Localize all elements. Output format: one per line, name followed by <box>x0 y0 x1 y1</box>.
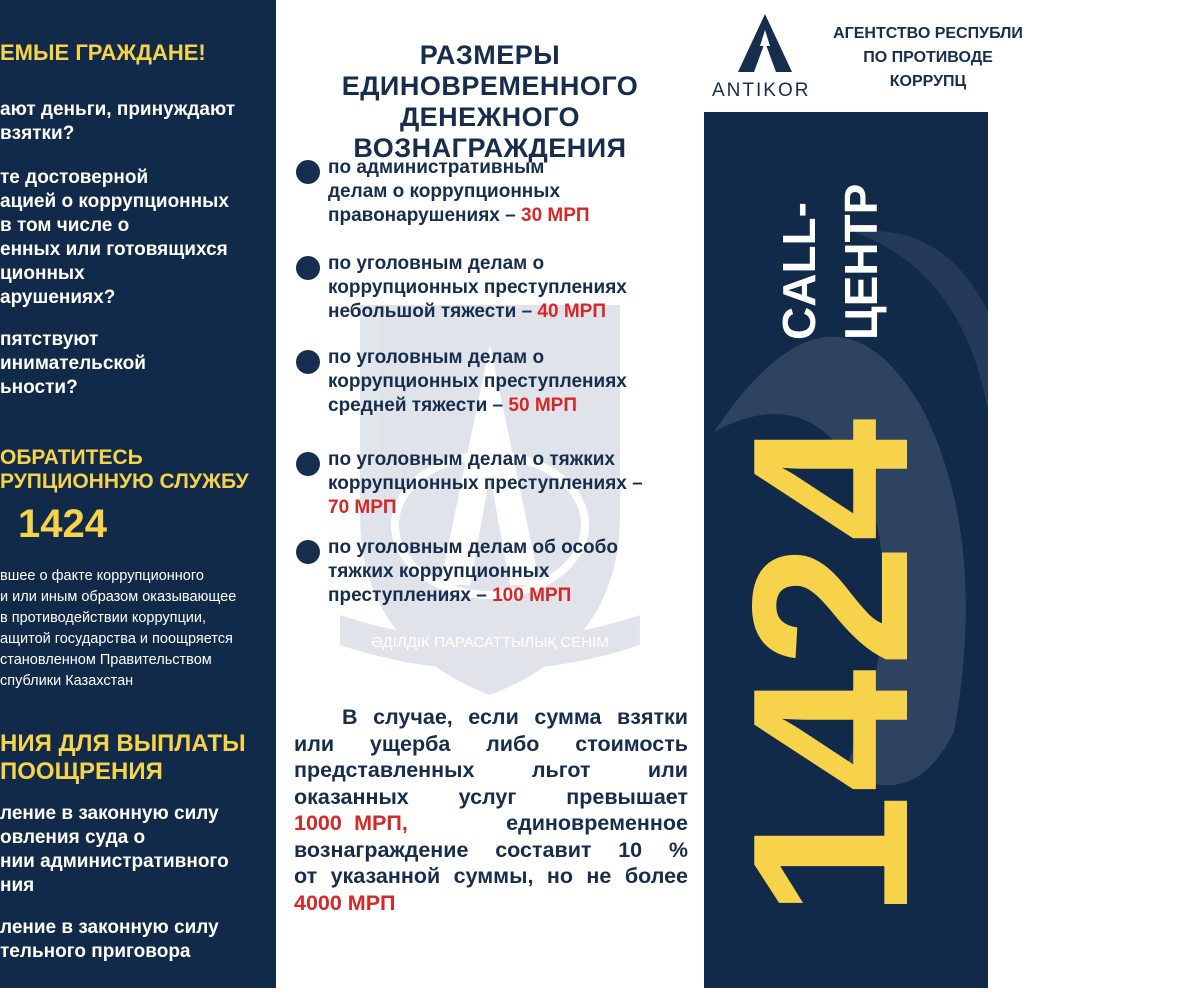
reward-amount-2: 40 МРП <box>537 301 606 322</box>
left-question-3-line-3: ьности? <box>0 377 78 398</box>
left-note-line-3: в противодействии коррупции, <box>0 610 207 626</box>
left-note-line-2: и или иным образом оказывающее <box>0 589 237 605</box>
antikor-big-text: ANTIKOR <box>954 88 1177 1000</box>
reward-amount-4: 70 МРП <box>328 497 397 518</box>
agency-header <box>704 0 1023 112</box>
left-note-line-5: становленном Правительством <box>0 652 212 668</box>
call-center-text-2: ЦЕНТР <box>835 183 887 340</box>
reward-item-3: по уголовным делам о коррупционных преступлениях средней тяжести – 50 МРП <box>328 347 627 416</box>
left-call-line-1: ОБРАТИТЕСЬ <box>0 446 143 469</box>
left-conditions-title-line-2: ПООЩРЕНИЯ <box>0 758 163 785</box>
left-note-line-6: спублики Казахстан <box>0 673 134 689</box>
left-question-3-line-2: инимательской <box>0 353 146 374</box>
reward-title-line-2: ДЕНЕЖНОГО ВОЗНАГРАЖДЕНИЯ <box>353 102 627 163</box>
bribe-paragraph: В случае, если сумма взятки или ущерба либо стоимость представленных льгот или оказанных услуг превышает 1000 МРП, единовременное вознаграждение составит 10 % от указанной суммы, но не более 4000 МРП <box>294 705 688 915</box>
left-condition-1-line-1: ление в законную силу <box>0 803 219 824</box>
antikor-logo-text: ANTIKOR <box>712 80 811 101</box>
max-amount: 4000 МРП <box>294 890 396 915</box>
left-question-1-line-2: взятки? <box>0 123 75 144</box>
left-heading: ЕМЫЕ ГРАЖДАНЕ! <box>0 40 206 65</box>
bullet-icon <box>296 452 320 476</box>
left-condition-1-line-4: ния <box>0 875 35 896</box>
threshold-amount: 1000 МРП, <box>294 811 408 835</box>
left-panel <box>0 0 276 988</box>
call-center-text-1: CALL- <box>773 202 825 340</box>
call-center-number: 1424 <box>707 416 955 918</box>
left-question-2-line-5: ционных <box>0 263 85 284</box>
left-question-2-line-1: те достоверной <box>0 167 149 188</box>
left-condition-1-line-2: овления суда о <box>0 827 146 848</box>
bullet-icon <box>296 256 320 280</box>
reward-item-1: по административным делам о коррупционных правонарушениях – 30 МРП <box>328 157 590 226</box>
reward-amount-5: 100 МРП <box>492 585 572 606</box>
bullet-icon <box>296 540 320 564</box>
reward-title <box>276 40 704 164</box>
watermark-text: ӘДІЛДІК ПАРАСАТТЫЛЫҚ СЕНІМ <box>371 634 609 651</box>
reward-amount-3: 50 МРП <box>508 395 577 416</box>
left-question-2-line-3: в том числе о <box>0 215 130 236</box>
left-question-2-line-4: енных или готовящихся <box>0 239 228 260</box>
left-condition-1-line-3: нии административного <box>0 851 229 872</box>
left-note-line-4: ащитой государства и поощряется <box>0 631 233 647</box>
left-question-1-line-1: ают деньги, принуждают <box>0 99 236 120</box>
left-note-line-1: вшее о факте коррупционного <box>0 568 204 584</box>
left-question-2-line-6: арушениях? <box>0 287 116 308</box>
left-conditions-title-line-1: НИЯ ДЛЯ ВЫПЛАТЫ <box>0 730 246 757</box>
reward-item-4: по уголовным делам о тяжких коррупционных преступлениях – 70 МРП <box>328 449 643 518</box>
left-question-3-line-1: пятствуют <box>0 329 99 350</box>
left-call-line-2: РУПЦИОННУЮ СЛУЖБУ <box>0 470 249 493</box>
agency-name: АГЕНТСТВО РЕСПУБЛИ ПО ПРОТИВОДЕ КОРРУПЦ <box>833 25 1023 90</box>
left-condition-2-line-1: ление в законную силу <box>0 917 219 938</box>
bullet-icon <box>296 160 320 184</box>
bullet-icon <box>296 350 320 374</box>
middle-panel <box>276 0 704 988</box>
antikor-logo-icon <box>734 12 796 74</box>
reward-amount-1: 30 МРП <box>521 205 590 226</box>
left-condition-2-line-2: тельного приговора <box>0 941 191 962</box>
reward-item-2: по уголовным делам о коррупционных преступлениях небольшой тяжести – 40 МРП <box>328 253 627 322</box>
left-question-2-line-2: ацией о коррупционных <box>0 191 229 212</box>
reward-item-5: по уголовным делам об особо тяжких коррупционных преступлениях – 100 МРП <box>328 537 618 606</box>
reward-title-line-1: РАЗМЕРЫ ЕДИНОВРЕМЕННОГО <box>341 40 639 101</box>
left-phone-number: 1424 <box>18 502 107 546</box>
